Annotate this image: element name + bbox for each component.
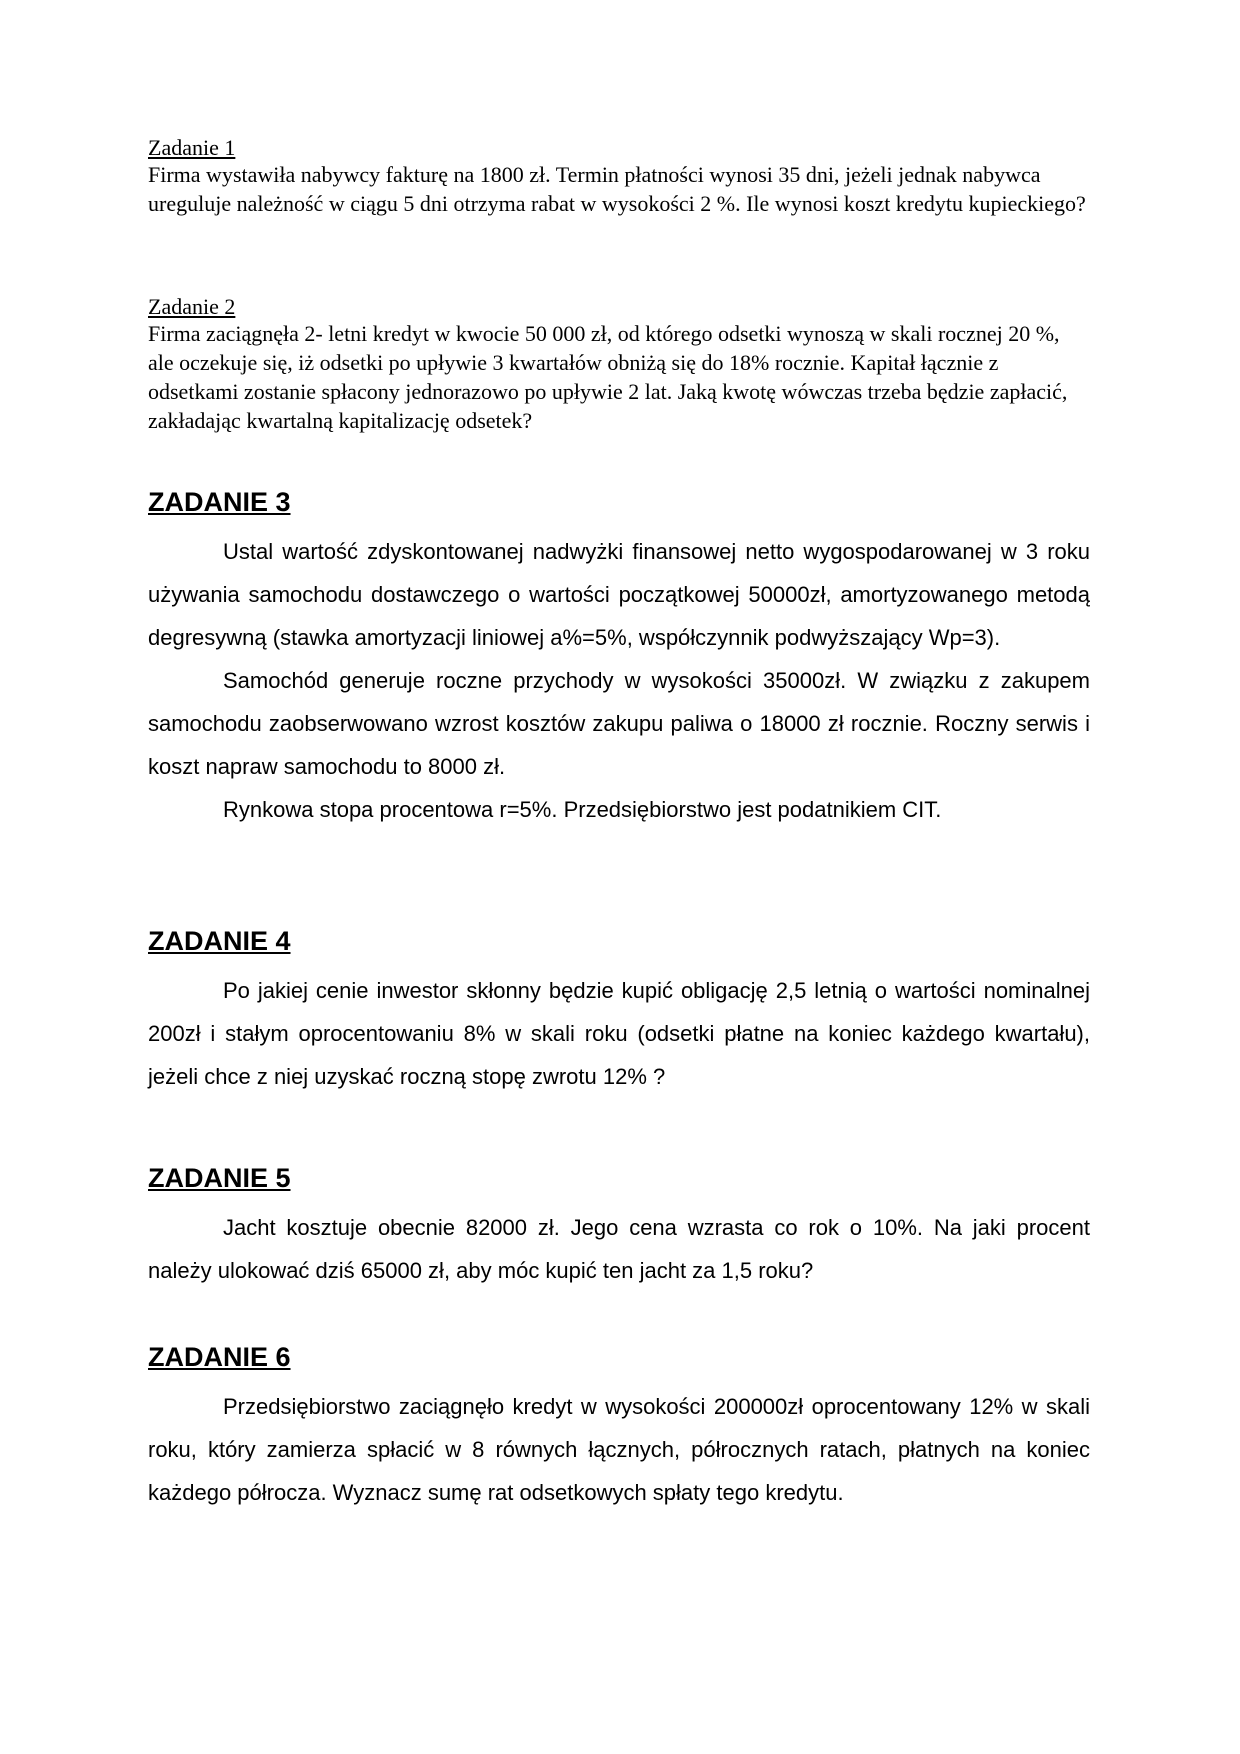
task2-title: Zadanie 2 (148, 294, 236, 319)
task3-paragraph: Samochód generuje roczne przychody w wysokości 35000zł. W związku z zakupem samochodu zaobserwowano wzrost kosztów zakupu paliwa o 18000 zł rocznie. Roczny serwis i koszt napraw samochodu to 8000 zł. (148, 668, 1090, 779)
task1-body: Firma wystawiła nabywcy fakturę na 1800 zł. Termin płatności wynosi 35 dni, jeżeli jednak nabywca ureguluje należność w ciągu 5 dni otrzyma rabat w wysokości 2 %. Ile wynosi koszt kredytu kupieckiego? (148, 162, 1086, 216)
task3-paragraph: Ustal wartość zdyskontowanej nadwyżki finansowej netto wygospodarowanej w 3 roku używania samochodu dostawczego o wartości początkowej 50000zł, amortyzowanego metodą degresywną (stawka amortyzacji liniowej a%=5%, współczynnik podwyższający Wp=3). (148, 539, 1090, 650)
task1-title: Zadanie 1 (148, 135, 236, 160)
task5-title: ZADANIE 5 (148, 1163, 291, 1193)
task3-body (148, 530, 1090, 831)
task4-title: ZADANIE 4 (148, 926, 291, 956)
task5-paragraph: Jacht kosztuje obecnie 82000 zł. Jego cena wzrasta co rok o 10%. Na jaki procent należy ulokować dziś 65000 zł, aby móc kupić ten jacht za 1,5 roku? (148, 1215, 1090, 1283)
task6-paragraph: Przedsiębiorstwo zaciągnęło kredyt w wysokości 200000zł oprocentowany 12% w skali roku, który zamierza spłacić w 8 równych łącznych, półrocznych ratach, płatnych na koniec każdego półrocza. Wyznacz sumę rat odsetkowych spłaty tego kredytu. (148, 1394, 1090, 1505)
task4-body (148, 969, 1090, 1098)
task5-body (148, 1206, 1090, 1292)
task6-title: ZADANIE 6 (148, 1342, 291, 1372)
task6-body (148, 1385, 1090, 1514)
task2-body: Firma zaciągnęła 2- letni kredyt w kwocie 50 000 zł, od którego odsetki wynoszą w skali rocznej 20 %, ale oczekuje się, iż odsetki po upływie 3 kwartałów obniżą się do 18% rocznie. Kapitał łącznie z odsetkami zostanie spłacony jednorazowo po upływie 2 lat. Jaką kwotę wówczas trzeba będzie zapłacić, zakładając kwartalną kapitalizację odsetek? (148, 321, 1068, 433)
task3-title: ZADANIE 3 (148, 487, 291, 517)
task3-paragraph: Rynkowa stopa procentowa r=5%. Przedsiębiorstwo jest podatnikiem CIT. (223, 797, 942, 822)
task4-paragraph: Po jakiej cenie inwestor skłonny będzie kupić obligację 2,5 letnią o wartości nominalnej 200zł i stałym oprocentowaniu 8% w skali roku (odsetki płatne na koniec każdego kwartału), jeżeli chce z niej uzyskać roczną stopę zwrotu 12% ? (148, 978, 1090, 1089)
